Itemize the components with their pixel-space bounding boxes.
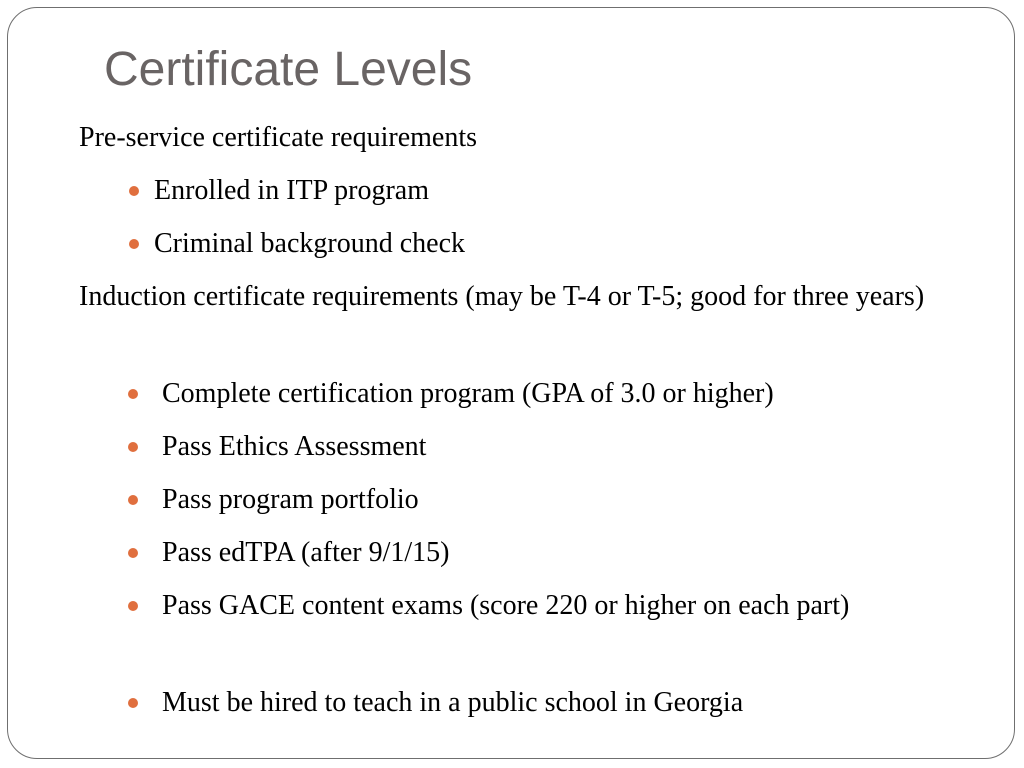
bullet-dot-icon — [128, 495, 138, 505]
bullet-text: Enrolled in ITP program — [154, 175, 430, 206]
preservice-heading: Pre-service certificate requirements — [79, 122, 478, 153]
induction-bullet-item — [162, 478, 942, 522]
bullet-text: Complete certification program (GPA of 3.0 or higher) — [162, 378, 774, 409]
bullet-dot-icon — [128, 389, 138, 399]
bullet-dot-icon — [129, 239, 139, 249]
induction-bullet-item — [162, 584, 942, 628]
bullet-dot-icon — [128, 548, 138, 558]
bullet-dot-icon — [128, 601, 138, 611]
induction-bullet-item — [162, 681, 942, 725]
induction-heading: Induction certificate requirements (may be T-4 or T-5; good for three years) — [79, 281, 925, 312]
bullet-text: Pass Ethics Assessment — [162, 431, 427, 462]
bullet-text: Criminal background check — [154, 228, 466, 259]
preservice-bullet-item — [154, 222, 934, 266]
preservice-bullet-item — [154, 169, 934, 213]
induction-bullet-item — [162, 425, 942, 469]
bullet-text: Pass program portfolio — [162, 484, 419, 515]
bullet-dot-icon — [128, 442, 138, 452]
slide-title: Certificate Levels — [104, 43, 473, 96]
bullet-text: Pass edTPA (after 9/1/15) — [162, 537, 450, 568]
induction-bullet-item — [162, 531, 942, 575]
bullet-dot-icon — [128, 698, 138, 708]
bullet-text: Pass GACE content exams (score 220 or higher on each part) — [162, 590, 850, 621]
induction-bullet-item — [162, 372, 942, 416]
bullet-dot-icon — [129, 186, 139, 196]
bullet-text: Must be hired to teach in a public school in Georgia — [162, 687, 744, 718]
